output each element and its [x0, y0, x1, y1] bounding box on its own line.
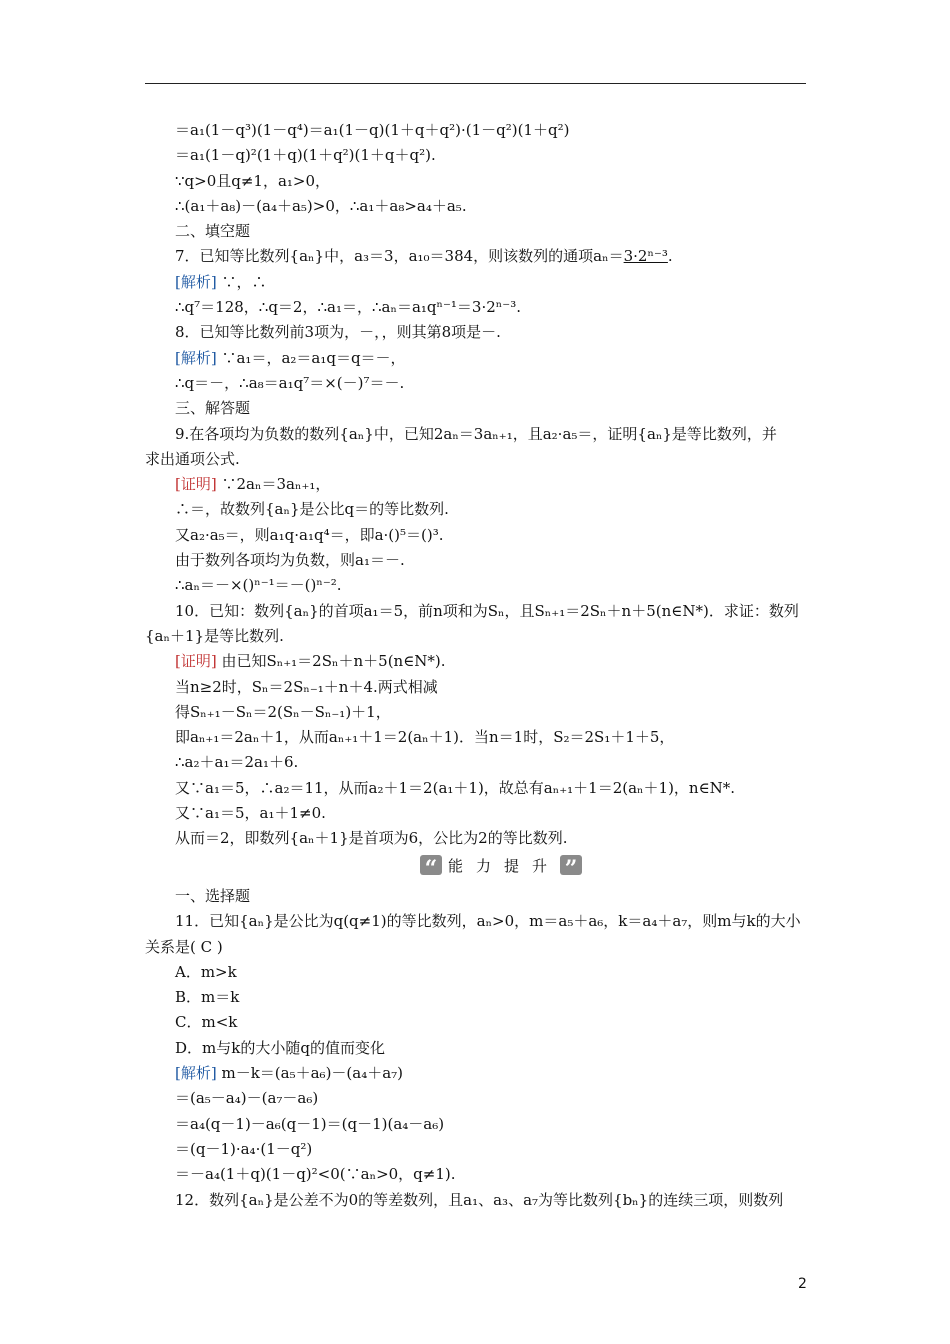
analysis-line	[145, 346, 807, 371]
text-line: 即aₙ₊₁＝2aₙ＋1，从而aₙ₊₁＋1＝2(aₙ＋1)．当n＝1时，S₂＝2S₁＋1＋5，	[175, 728, 675, 747]
left-quote-icon: “	[420, 855, 442, 875]
answer-blank: 3·2ⁿ⁻³	[623, 247, 668, 266]
page-number: 2	[798, 1276, 807, 1292]
text-line: 又a₂·a₅＝，则a₁q·a₁q⁴＝，即a·()⁵＝()³.	[175, 525, 444, 544]
proof-line	[145, 472, 807, 497]
text-line: ＝a₄(q－1)－a₆(q－1)＝(q－1)(a₄－a₆)	[175, 1114, 445, 1133]
document-body	[145, 118, 807, 852]
option-d: D．m与k的大小随q的值而变化	[175, 1038, 385, 1057]
text-line: 从而＝2，即数列{aₙ＋1}是首项为6，公比为2的等比数列.	[175, 829, 568, 848]
analysis-tag: [解析]	[175, 348, 217, 367]
text-line: ∴aₙ＝－×()ⁿ⁻¹＝－()ⁿ⁻².	[175, 576, 342, 595]
text-line: ＝－a₄(1＋q)(1－q)²<0(∵aₙ>0，q≠1).	[175, 1165, 456, 1184]
proof-line	[145, 649, 807, 674]
question-line: {aₙ＋1}是等比数列.	[145, 626, 284, 645]
analysis-line	[145, 1061, 807, 1086]
analysis-text: m－k＝(a₅＋a₆)－(a₄＋a₇)	[216, 1064, 404, 1083]
question-line: 12．数列{aₙ}是公差不为0的等差数列，且a₁、a₃、a₇为等比数列{bₙ}的连续三项，则数列	[175, 1190, 784, 1209]
analysis-line	[145, 270, 807, 295]
text-line: ∴a₂＋a₁＝2a₁＋6.	[175, 753, 299, 772]
proof-tag: [证明]	[175, 475, 217, 494]
analysis-text: ∵a₁＝，a₂＝a₁q＝q＝－，	[216, 348, 406, 367]
question-line: 9.在各项均为负数的数列{aₙ}中，已知2aₙ＝3aₙ₊₁，且a₂·a₅＝，证明{aₙ}是等比数列，并	[175, 424, 777, 443]
question-line: 11．已知{aₙ}是公比为q(q≠1)的等比数列，aₙ>0，m＝a₅＋a₆，k＝a₄＋a₇，则m与k的大小	[175, 912, 801, 931]
option-b: B．m＝k	[175, 988, 240, 1007]
question-tail: .	[667, 247, 673, 266]
header-rule	[145, 83, 806, 84]
text-line: ∴q⁷＝128，∴q＝2，∴a₁＝，∴aₙ＝a₁qⁿ⁻¹＝3·2ⁿ⁻³.	[175, 298, 521, 317]
text-line: 当n≥2时，Sₙ＝2Sₙ₋₁＋n＋4.两式相减	[175, 677, 438, 696]
ability-banner	[420, 852, 582, 882]
question-line	[145, 244, 807, 269]
right-quote-icon: ”	[560, 855, 582, 875]
question-line: 关系是( C )	[145, 937, 223, 956]
document-body-part2	[145, 884, 807, 1213]
banner-title: 能力提升	[448, 856, 561, 875]
proof-text: 由已知Sₙ₊₁＝2Sₙ＋n＋5(n∈N*).	[216, 652, 446, 671]
analysis-tag: [解析]	[175, 272, 217, 291]
text-line: ∴q＝－，∴a₈＝a₁q⁷＝×(－)⁷＝－.	[175, 373, 405, 392]
text-line: 又∵a₁＝5，∴a₂＝11，从而a₂＋1＝2(a₁＋1)，故总有aₙ₊₁＋1＝2(aₙ＋1)，n∈N*.	[175, 778, 736, 797]
analysis-tag: [解析]	[175, 1064, 217, 1083]
option-c: C．m<k	[175, 1013, 238, 1032]
section-heading: 二、填空题	[175, 222, 251, 241]
text-line: 由于数列各项均为负数，则a₁＝－.	[175, 551, 405, 570]
text-line: ＝(q－1)·a₄·(1－q²)	[175, 1139, 313, 1158]
option-a: A．m>k	[175, 962, 237, 981]
proof-text: ∵2aₙ＝3aₙ₊₁，	[216, 475, 331, 494]
text-line: ∵q>0且q≠1，a₁>0，	[175, 171, 331, 190]
section-heading: 一、选择题	[175, 887, 251, 905]
section-heading: 三、解答题	[175, 399, 251, 418]
proof-tag: [证明]	[175, 652, 217, 671]
question-line: 10．已知：数列{aₙ}的首项a₁＝5，前n项和为Sₙ，且Sₙ₊₁＝2Sₙ＋n＋5(n∈N*)．求证：数列	[175, 601, 799, 620]
analysis-text: ∵，∴	[216, 272, 267, 291]
text-line: ＝a₁(1－q³)(1－q⁴)＝a₁(1－q)(1＋q＋q²)·(1－q²)(1＋q²)	[175, 121, 570, 139]
question-text: 7．已知等比数列{aₙ}中，a₃＝3，a₁₀＝384，则该数列的通项aₙ＝	[175, 247, 624, 266]
text-line: 得Sₙ₊₁－Sₙ＝2(Sₙ－Sₙ₋₁)＋1，	[175, 702, 391, 721]
question-line: 求出通项公式.	[145, 449, 240, 468]
text-line: 又∵a₁＝5，a₁＋1≠0.	[175, 804, 326, 823]
question-line: 8．已知等比数列前3项为，－，，则其第8项是－.	[175, 323, 501, 342]
text-line: ∴＝，故数列{aₙ}是公比q＝的等比数列.	[175, 500, 449, 519]
text-line: ＝a₁(1－q)²(1＋q)(1＋q²)(1＋q＋q²).	[175, 146, 436, 165]
text-line: ∴(a₁＋a₈)－(a₄＋a₅)>0，∴a₁＋a₈>a₄＋a₅.	[175, 196, 467, 215]
text-line: ＝(a₅－a₄)－(a₇－a₆)	[175, 1089, 319, 1108]
